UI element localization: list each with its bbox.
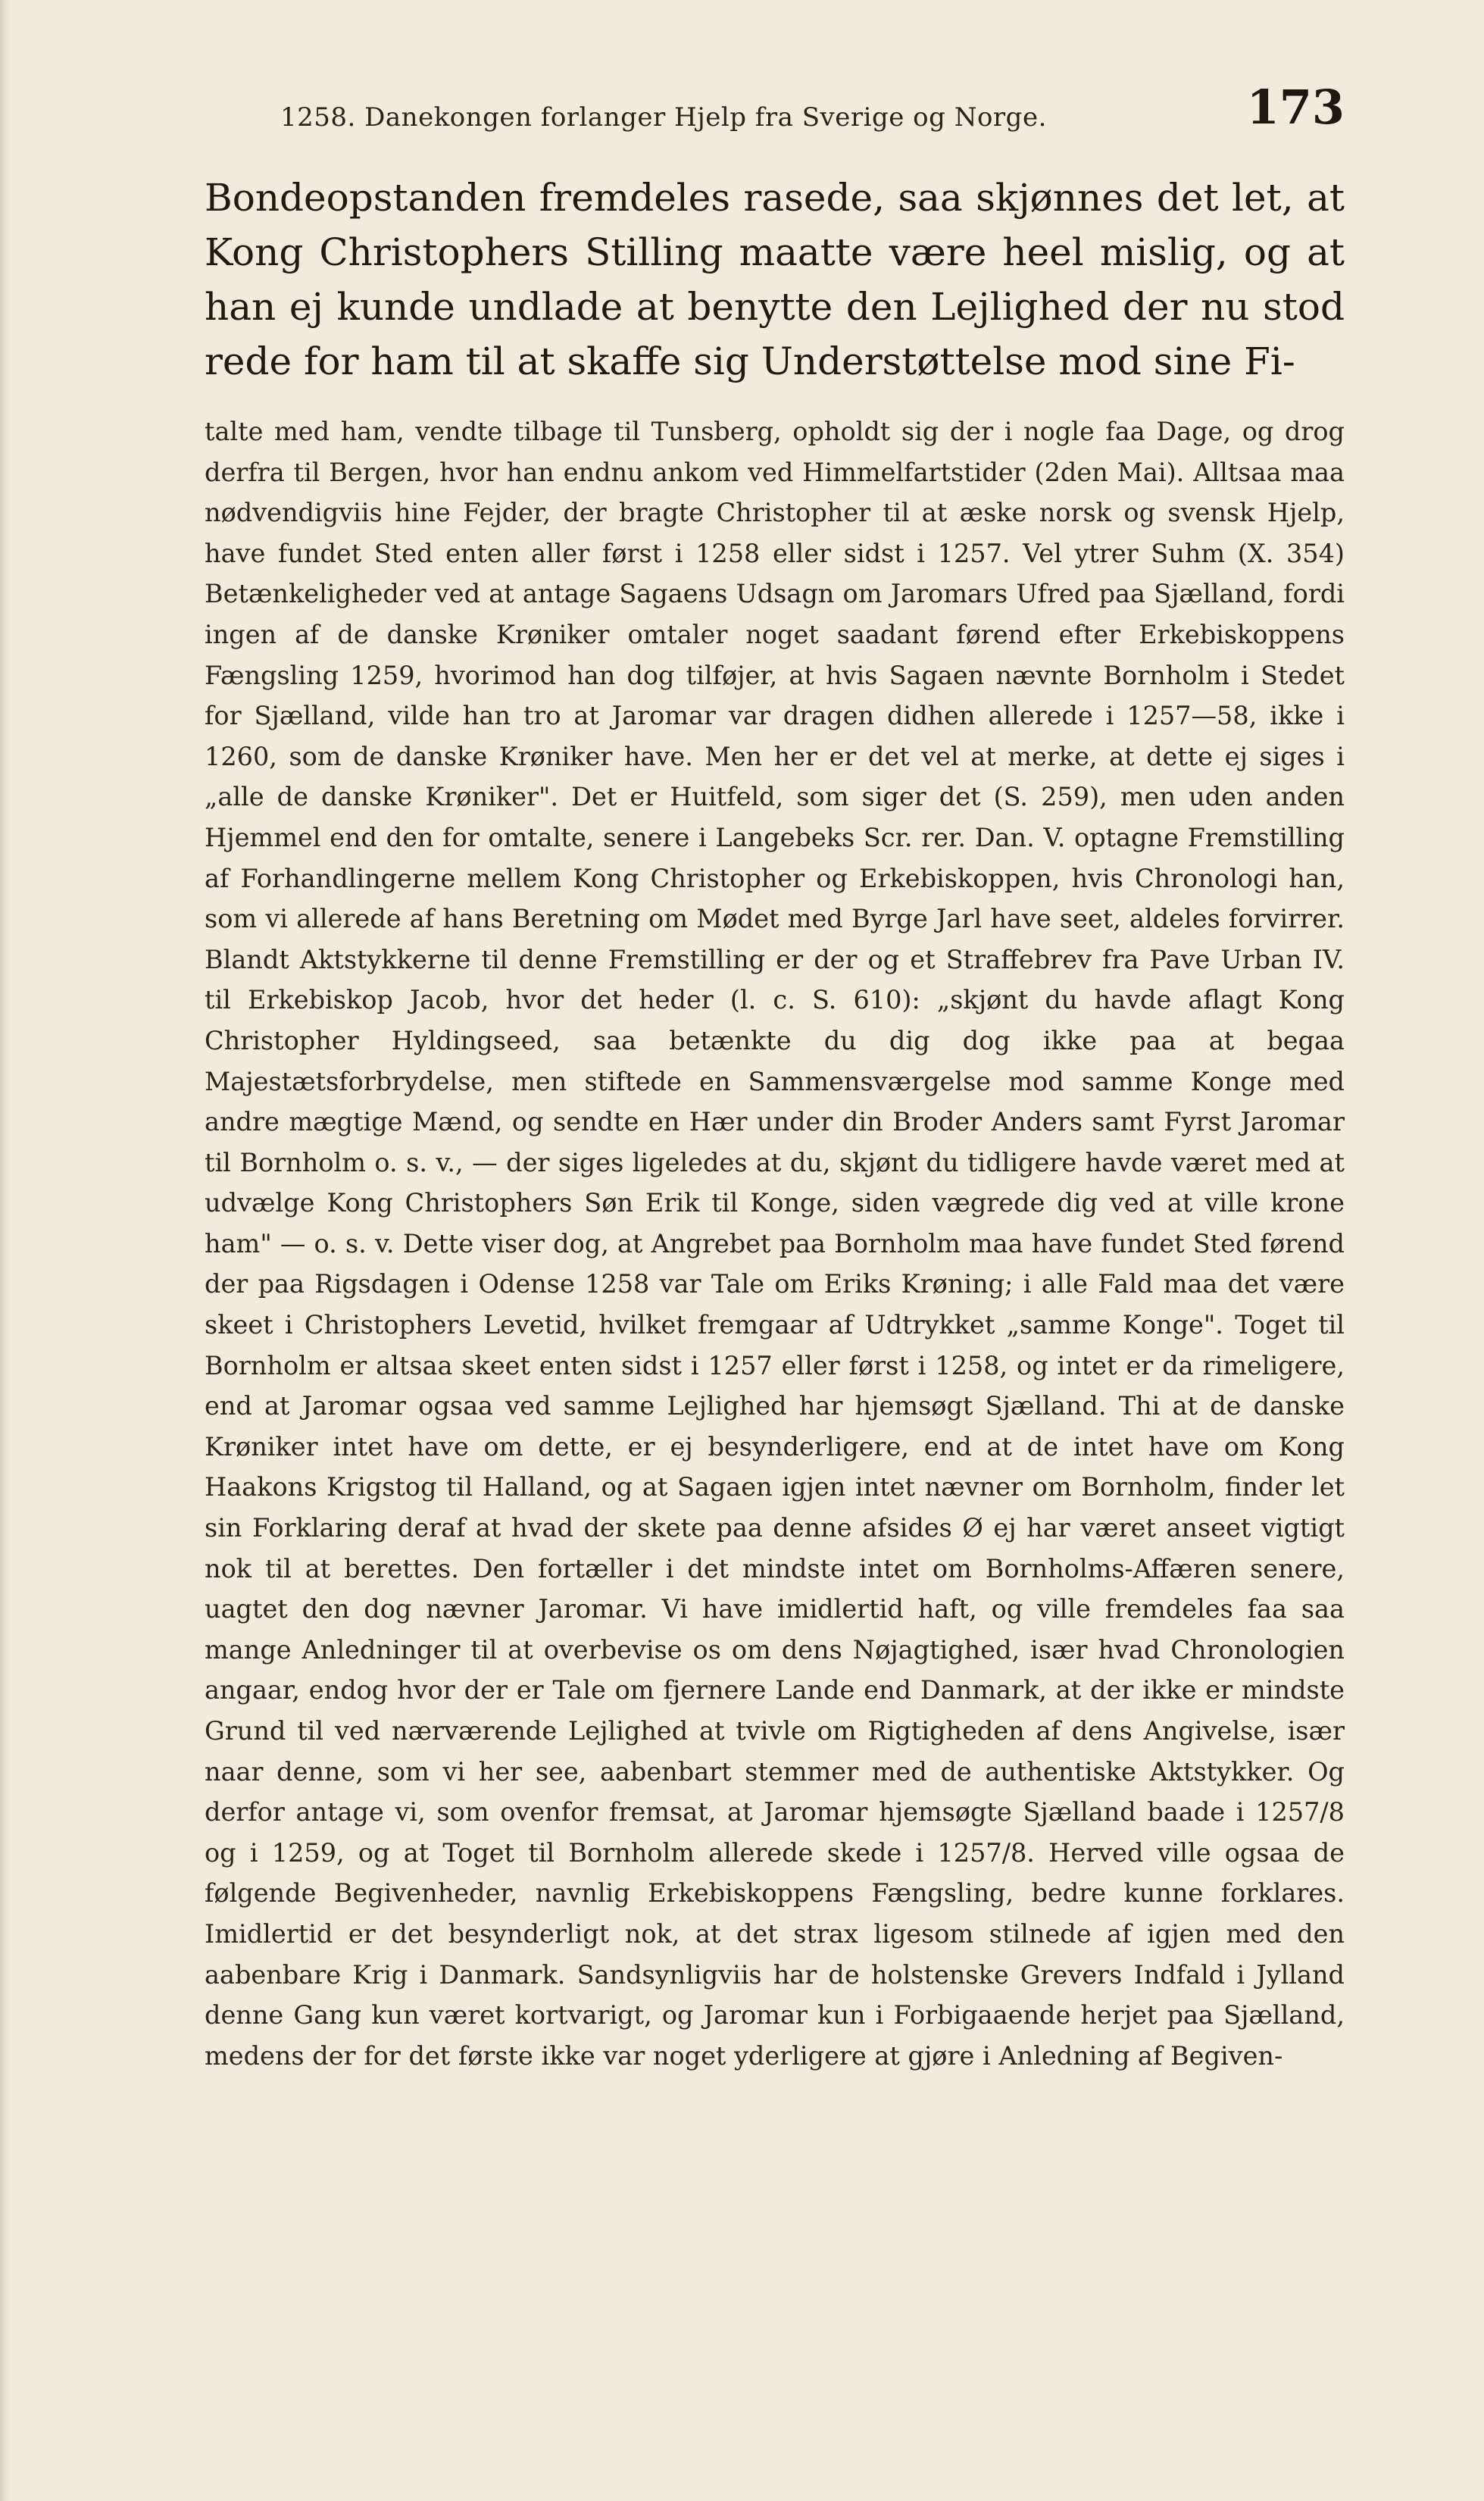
page-number: 173 [1246, 80, 1345, 135]
page-edge [0, 0, 11, 2501]
footnote-text: talte med ham, vendte tilbage til Tunsberg, opholdt sig der i nogle faa Dage, og drog derfra til Bergen, hvor han endnu ankom ved Himmelfartstider (2den Mai). Alltsaa maa nødvendigviis hine Fejder, der bragte Christopher til at æske norsk og svensk Hjelp, have fundet Sted enten aller først i 1258 eller sidst i 1257. Vel ytrer Suhm (X. 354) Betænkeligheder ved at antage Sagaens Udsagn om Jaromars Ufred paa Sjælland, fordi ingen af de danske Krøniker omtaler noget saadant førend efter Erkebiskoppens Fængsling 1259, hvorimod han dog tilføjer, at hvis Sagaen nævnte Bornholm i Stedet for Sjælland, vilde han tro at Jaromar var dragen didhen allerede i 1257—58, ikke i 1260, som de danske Krøniker have. Men her er det vel at merke, at dette ej siges i „alle de danske Krøniker". Det er Huitfeld, som siger det (S. 259), men uden anden Hjemmel end den for omtalte, senere i Langebeks Scr. rer. Dan. V. optagne Fremstilling af Forhandlingerne mellem Kong Christopher og Erkebiskoppen, hvis Chronologi han, som vi allerede af hans Beretning om Mødet med Byrge Jarl have seet, aldeles forvirrer. Blandt Aktstykkerne til denne Fremstilling er der og et Straffebrev fra Pave Urban IV. til Erkebiskop Jacob, hvor det heder (l. c. S. 610): „skjønt du havde aflagt Kong Christopher Hyldingseed, saa betænkte du dig dog ikke paa at begaa Majestætsforbrydelse, men stiftede en Sammensværgelse mod samme Konge med andre mægtige Mænd, og sendte en Hær under din Broder Anders samt Fyrst Jaromar til Bornholm o. s. v., — der siges ligeledes at du, skjønt du tidligere havde været med at udvælge Kong Christophers Søn Erik til Konge, siden vægrede dig ved at ville krone ham" — o. s. v. Dette viser dog, at Angrebet paa Bornholm maa have fundet Sted førend der paa Rigsdagen i Odense 1258 var Tale om Eriks Krøning; i alle Fald maa det være skeet i Christophers Levetid, hvilket fremgaar af Udtrykket „samme Konge". Toget til Bornholm er altsaa skeet enten sidst i 1257 eller først i 1258, og intet er da rimeligere, end at Jaromar ogsaa ved samme Lejlighed har hjemsøgt Sjælland. Thi at de danske Krøniker intet have om dette, er ej besynderligere, end at de intet have om Kong Haakons Krigstog til Halland, og at Sagaen igjen intet nævner om Bornholm, finder let sin Forklaring deraf at hvad der skete paa denne afsides Ø ej har været anseet vigtigt nok til at berettes. Den fortæller i det mindste intet om Bornholms-Affæren senere, uagtet den dog nævner Jaromar. Vi have imidlertid haft, og ville fremdeles faa saa mange Anledninger til at overbevise os om dens Nøjagtighed, især hvad Chronologien angaar, endog hvor der er Tale om fjernere Lande end Danmark, at der ikke er mindste Grund til ved nærværende Lejlighed at tvivle om Rigtigheden af dens Angivelse, især naar denne, som vi her see, aabenbart stemmer med de authentiske Aktstykker. Og derfor antage vi, som ovenfor fremsat, at Jaromar hjemsøgte Sjælland baade i 1257/8 og i 1259, og at Toget til Bornholm allerede skede i 1257/8. Herved ville ogsaa de følgende Begivenheder, navnlig Erkebiskoppens Fængsling, bedre kunne forklares. Imidlertid er det besynderligt nok, at det strax ligesom stilnede af igjen med den aabenbare Krig i Danmark. Sandsynligviis har de holstenske Grevers Indfald i Jylland denne Gang kun været kortvarigt, og Jaromar kun i Forbigaaende herjet paa Sjælland, medens der for det første ikke var noget yderligere at gjøre i Anledning af Begiven- [205, 417, 1345, 2071]
page-header [205, 80, 1345, 155]
main-text-paragraph: Bondeopstanden fremdeles rasede, saa skjønnes det let, at Kong Christophers Stilling maatte være heel mislig, og at han ej kunde undlade at benytte den Lejlighed der nu stod rede for ham til at skaffe sig Understøttelse mod sine Fi- [205, 176, 1345, 383]
running-head: 1258. Danekongen forlanger Hjelp fra Sverige og Norge. [280, 102, 1047, 133]
book-page [205, 80, 1345, 2374]
